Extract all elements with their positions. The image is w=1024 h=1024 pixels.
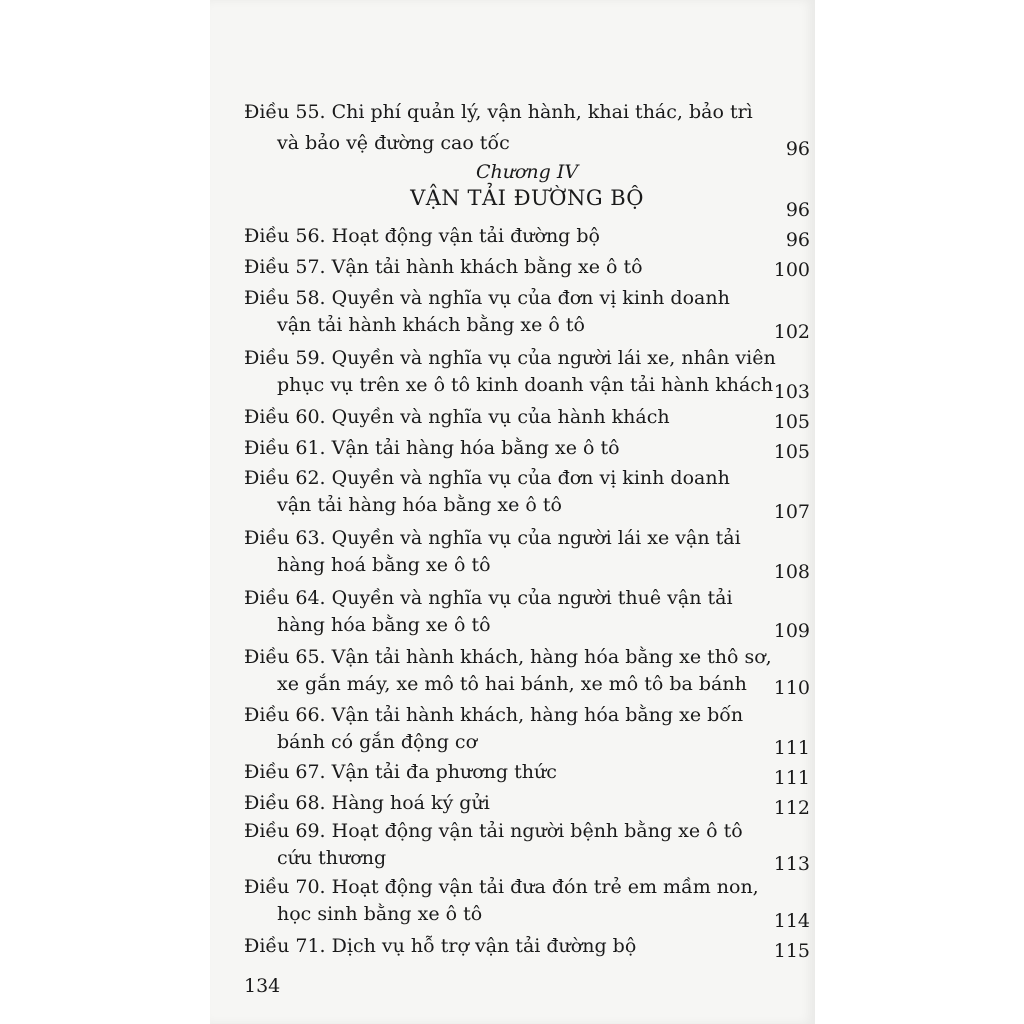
toc-entry-66-line-2: bánh có gắn động cơ [277, 731, 478, 753]
toc-entry-60-page: 105 [773, 411, 810, 433]
toc-entry-69-line-2: cứu thương [277, 847, 387, 869]
toc-entry-64-page: 109 [773, 620, 810, 642]
toc-entry-65-line-1: Điều 65. Vận tải hành khách, hàng hóa bằng xe thô sơ, [244, 646, 772, 668]
toc-entry-59-line-2: phục vụ trên xe ô tô kinh doanh vận tải hành khách [277, 374, 774, 396]
toc-entry-62-line-2: vận tải hàng hóa bằng xe ô tô [277, 494, 562, 516]
toc-entry-61-line-1: Điều 61. Vận tải hàng hóa bằng xe ô tô [244, 437, 620, 459]
toc-entry-64-line-2: hàng hóa bằng xe ô tô [277, 614, 491, 636]
chapter-title: VẬN TẢI ĐƯỜNG BỘ [410, 186, 644, 210]
toc-entry-55-line-2: và bảo vệ đường cao tốc [277, 132, 510, 154]
toc-entry-70-page: 114 [773, 910, 810, 932]
toc-entry-62-page: 107 [773, 501, 810, 523]
toc-entry-71-page: 115 [773, 940, 810, 962]
toc-entry-71-line-1: Điều 71. Dịch vụ hỗ trợ vận tải đường bộ [244, 935, 637, 957]
toc-entry-67-page: 111 [773, 767, 810, 789]
toc-entry-63-line-1: Điều 63. Quyền và nghĩa vụ của người lái xe vận tải [244, 527, 741, 549]
toc-entry-67-line-1: Điều 67. Vận tải đa phương thức [244, 761, 557, 783]
toc-entry-69-page: 113 [773, 853, 810, 875]
chapter-label: Chương IV [475, 161, 579, 183]
toc-entry-64-line-1: Điều 64. Quyền và nghĩa vụ của người thuê vận tải [244, 587, 733, 609]
toc-entry-70-line-2: học sinh bằng xe ô tô [277, 903, 483, 925]
toc-entry-57-line-1: Điều 57. Vận tải hành khách bằng xe ô tô [244, 256, 643, 278]
toc-entry-58-line-2: vận tải hành khách bằng xe ô tô [277, 314, 585, 336]
page-number: 134 [244, 975, 281, 997]
toc-entry-57-page: 100 [773, 259, 810, 281]
toc-entry-55-line-1: Điều 55. Chi phí quản lý, vận hành, khai thác, bảo trì [244, 101, 753, 123]
toc-entry-62-line-1: Điều 62. Quyền và nghĩa vụ của đơn vị kinh doanh [244, 467, 730, 489]
toc-entry-58-line-1: Điều 58. Quyền và nghĩa vụ của đơn vị kinh doanh [244, 287, 730, 309]
toc-entry-69-line-1: Điều 69. Hoạt động vận tải người bệnh bằng xe ô tô [244, 820, 743, 842]
toc-entry-68-line-1: Điều 68. Hàng hoá ký gửi [244, 792, 490, 814]
toc-entry-68-page: 112 [773, 797, 810, 819]
toc-entry-65-page: 110 [773, 677, 810, 699]
toc-entry-59-page: 103 [773, 381, 810, 403]
toc-entry-56-line-1: Điều 56. Hoạt động vận tải đường bộ [244, 225, 600, 247]
toc-entry-63-line-2: hàng hoá bằng xe ô tô [277, 554, 491, 576]
toc-entry-65-line-2: xe gắn máy, xe mô tô hai bánh, xe mô tô ba bánh [277, 673, 747, 695]
toc-entry-66-line-1: Điều 66. Vận tải hành khách, hàng hóa bằng xe bốn [244, 704, 744, 726]
toc-entry-60-line-1: Điều 60. Quyền và nghĩa vụ của hành khách [244, 406, 670, 428]
toc-entry-55-page: 96 [785, 138, 810, 160]
toc-entry-63-page: 108 [773, 561, 810, 583]
toc-entry-59-line-1: Điều 59. Quyền và nghĩa vụ của người lái xe, nhân viên [244, 347, 776, 369]
toc-entry-70-line-1: Điều 70. Hoạt động vận tải đưa đón trẻ em mầm non, [244, 876, 759, 898]
toc-entry-66-page: 111 [773, 737, 810, 759]
toc-entry-58-page: 102 [773, 321, 810, 343]
toc-entry-56-page: 96 [785, 229, 810, 251]
toc-entry-61-page: 105 [773, 441, 810, 463]
chapter-page: 96 [785, 199, 810, 221]
